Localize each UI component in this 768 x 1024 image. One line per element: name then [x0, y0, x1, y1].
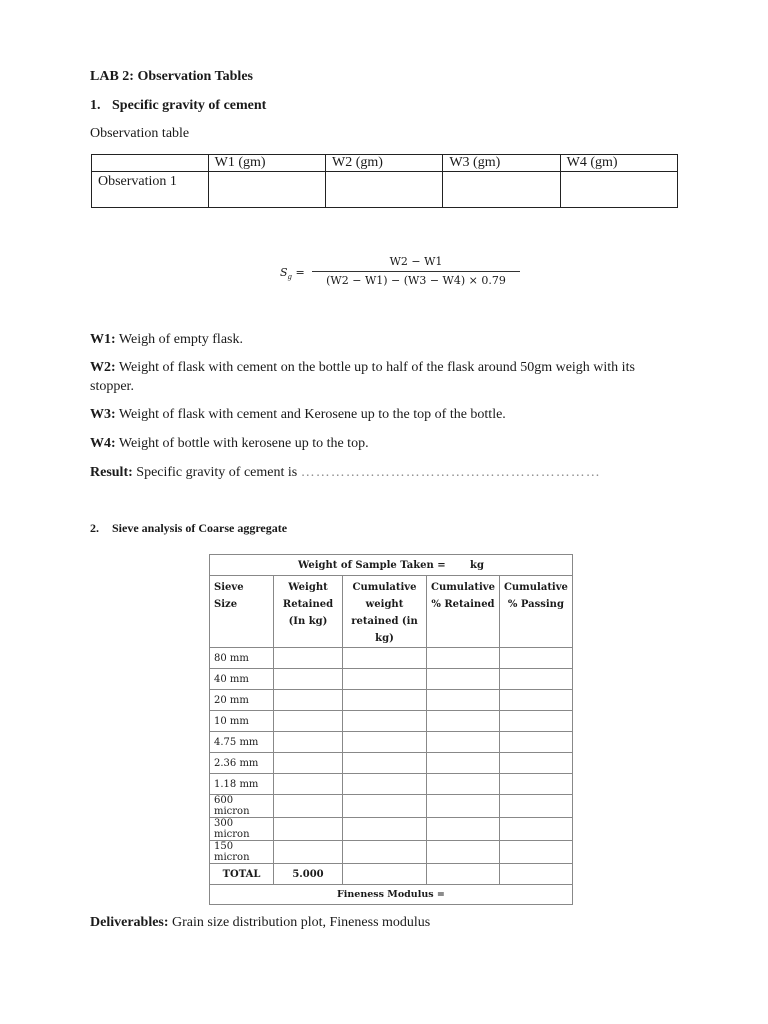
sieve-size-cell: 2.36 mm — [210, 753, 274, 774]
table-row — [210, 818, 573, 841]
table-cell — [343, 774, 427, 795]
table-cell — [499, 774, 572, 795]
formula-subscript: g — [287, 273, 293, 282]
section-1-heading — [90, 98, 266, 114]
observation-header-w1: W1 (gm) — [208, 155, 325, 172]
section-2-number: 2. — [90, 521, 99, 535]
definition-term: W4: — [90, 436, 116, 451]
table-cell — [274, 841, 343, 864]
table-row — [210, 732, 573, 753]
formula-equals: = — [292, 266, 305, 279]
fineness-modulus-row — [210, 885, 573, 905]
observation-cell — [325, 172, 442, 208]
deliverables-line — [90, 915, 430, 931]
result-blank: …………………………………………………… — [300, 465, 601, 480]
table-cell — [427, 753, 500, 774]
table-cell — [427, 795, 500, 818]
table-cell — [343, 864, 427, 885]
table-cell — [343, 841, 427, 864]
table-row — [210, 774, 573, 795]
table-cell — [427, 864, 500, 885]
sieve-size-cell: 10 mm — [210, 711, 274, 732]
table-cell — [274, 669, 343, 690]
observation-cell — [443, 172, 560, 208]
definition-text: Weight of flask with cement and Kerosene up to the top of the bottle. — [115, 407, 506, 422]
observation-row — [92, 172, 678, 208]
table-cell — [499, 732, 572, 753]
table-cell — [499, 841, 572, 864]
table-row — [210, 648, 573, 669]
header-cumulative-retained: Cumulative % Retained — [427, 576, 500, 648]
table-cell — [343, 732, 427, 753]
table-row — [210, 841, 573, 864]
sieve-size-cell: 80 mm — [210, 648, 274, 669]
table-cell — [427, 648, 500, 669]
definition-w3 — [90, 405, 680, 424]
table-cell — [343, 669, 427, 690]
table-cell — [499, 690, 572, 711]
definition-text: Weight of flask with cement on the bottle up to half of the flask around 50gm weigh with its stopper. — [90, 360, 635, 394]
header-cumulative-weight: Cumulative weight retained (in kg) — [343, 576, 427, 648]
table-cell — [274, 690, 343, 711]
table-cell — [274, 795, 343, 818]
definition-term: W3: — [90, 407, 116, 422]
section-2-heading — [90, 521, 287, 536]
table-cell — [343, 648, 427, 669]
definition-text: Weight of bottle with kerosene up to the top. — [115, 436, 369, 451]
observation-row-label: Observation 1 — [92, 172, 209, 208]
table-cell — [499, 711, 572, 732]
table-cell — [499, 669, 572, 690]
sieve-size-cell: 1.18 mm — [210, 774, 274, 795]
sieve-size-cell: 20 mm — [210, 690, 274, 711]
observation-header-w3: W3 (gm) — [443, 155, 560, 172]
formula-numerator: W2 − W1 — [389, 255, 443, 268]
table-cell — [499, 753, 572, 774]
total-row — [210, 864, 573, 885]
table-row — [210, 669, 573, 690]
deliverables-term: Deliverables: — [90, 915, 169, 930]
definition-text: Weigh of empty flask. — [115, 332, 243, 347]
table-row — [210, 690, 573, 711]
sample-weight-unit: kg — [470, 559, 484, 571]
table-row — [210, 795, 573, 818]
observation-table-label: Observation table — [90, 126, 190, 141]
table-cell — [427, 841, 500, 864]
table-row — [210, 711, 573, 732]
section-1-title: Specific gravity of cement — [112, 98, 267, 113]
section-1-number: 1. — [90, 98, 101, 113]
table-cell — [274, 753, 343, 774]
sieve-analysis-table — [209, 554, 573, 905]
table-cell — [274, 818, 343, 841]
sieve-header-row — [210, 576, 573, 648]
lab-title: LAB 2: Observation Tables — [90, 69, 253, 84]
result-term: Result: — [90, 465, 133, 480]
observation-header-w2: W2 (gm) — [325, 155, 442, 172]
table-cell — [427, 818, 500, 841]
table-cell — [427, 669, 500, 690]
formula-symbol: S — [280, 266, 288, 279]
table-cell — [427, 711, 500, 732]
definition-w2 — [90, 358, 680, 396]
deliverables-text: Grain size distribution plot, Fineness modulus — [168, 915, 431, 930]
observation-cell — [560, 172, 677, 208]
table-cell — [343, 818, 427, 841]
definition-term: W1: — [90, 332, 116, 347]
sieve-size-cell: 150 micron — [210, 841, 274, 864]
table-cell — [499, 648, 572, 669]
table-cell — [427, 774, 500, 795]
sample-weight-label: Weight of Sample Taken = — [297, 559, 446, 571]
sieve-size-cell: 40 mm — [210, 669, 274, 690]
sample-weight-cell — [210, 555, 573, 576]
header-sieve-size: Sieve Size — [210, 576, 274, 648]
sieve-size-cell: 300 micron — [210, 818, 274, 841]
header-weight-retained: Weight Retained (In kg) — [274, 576, 343, 648]
sieve-size-cell: 600 micron — [210, 795, 274, 818]
header-cumulative-passing: Cumulative % Passing — [499, 576, 572, 648]
result-line — [90, 463, 680, 482]
table-cell — [343, 753, 427, 774]
observation-cell — [208, 172, 325, 208]
definition-w1 — [90, 330, 680, 349]
result-text: Specific gravity of cement is — [132, 465, 301, 480]
observation-header-cell — [92, 155, 209, 172]
table-cell — [274, 774, 343, 795]
table-cell — [499, 818, 572, 841]
formula-denominator: (W2 − W1) − (W3 − W4) × 0.79 — [326, 274, 506, 287]
table-cell — [499, 864, 572, 885]
observation-header-row — [92, 155, 678, 172]
sieve-size-cell: 4.75 mm — [210, 732, 274, 753]
table-cell — [274, 732, 343, 753]
table-cell — [343, 690, 427, 711]
table-cell — [274, 648, 343, 669]
table-cell — [427, 732, 500, 753]
table-cell — [427, 690, 500, 711]
formula-lhs — [280, 266, 305, 281]
table-cell — [343, 711, 427, 732]
total-label: TOTAL — [210, 864, 274, 885]
observation-table — [91, 154, 678, 208]
table-cell — [274, 711, 343, 732]
table-cell — [499, 795, 572, 818]
definition-w4 — [90, 434, 680, 453]
total-value: 5.000 — [274, 864, 343, 885]
sample-weight-row — [210, 555, 573, 576]
table-row — [210, 753, 573, 774]
formula-fraction-bar — [312, 271, 520, 272]
observation-header-w4: W4 (gm) — [560, 155, 677, 172]
section-2-title: Sieve analysis of Coarse aggregate — [112, 521, 288, 535]
definition-term: W2: — [90, 360, 116, 375]
fineness-modulus-label: Fineness Modulus = — [210, 885, 573, 905]
table-cell — [343, 795, 427, 818]
